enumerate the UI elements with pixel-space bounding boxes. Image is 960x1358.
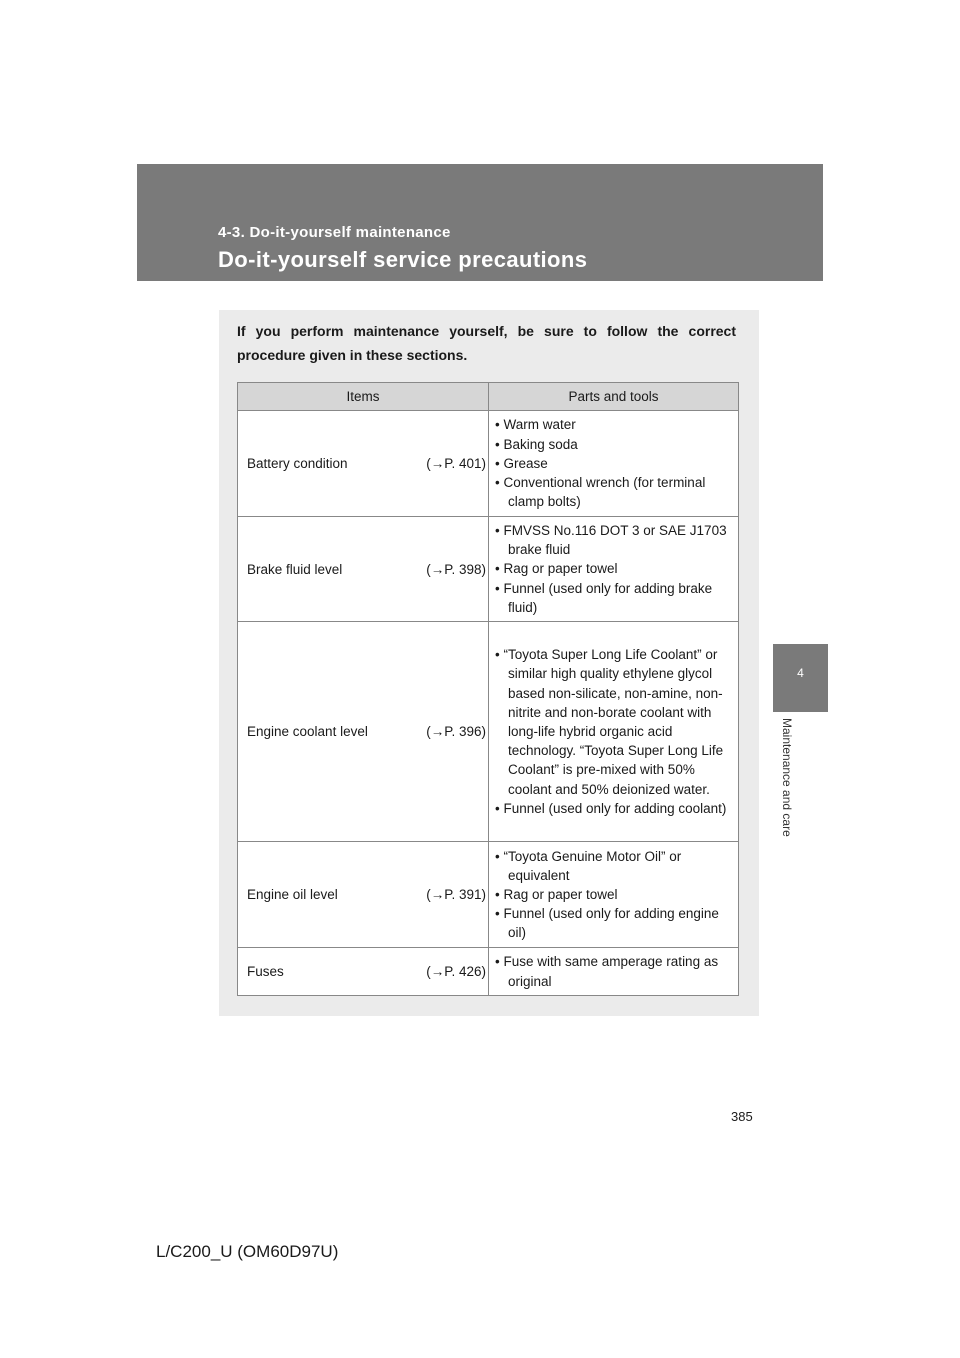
intro-text: If you perform maintenance yourself, be sure to follow the correct procedure given in these sections. xyxy=(237,323,736,363)
item-cell xyxy=(238,517,489,622)
table-row xyxy=(238,411,739,517)
item-cell xyxy=(238,411,489,517)
parts-cell xyxy=(489,517,739,622)
content-box xyxy=(219,310,759,1016)
list-item: • “Toyota Super Long Life Coolant” or similar high quality ethylene glycol based non-silicate, non-amine, non-nitrite and non-borate coolant with long-life hybrid organic acid technology. “Toyota Super Long Life Coolant” is pre-mixed with 50% coolant and 50% deionized water. xyxy=(495,645,738,799)
chapter-label-text: Maintenance and care xyxy=(780,718,794,837)
list-item: • Rag or paper towel xyxy=(495,885,738,904)
page-reference[interactable]: (→P. 401) xyxy=(426,456,486,471)
table-row xyxy=(238,842,739,948)
table-row xyxy=(238,517,739,622)
list-item: • Baking soda xyxy=(495,435,738,454)
parts-list xyxy=(495,415,738,511)
list-item: • Warm water xyxy=(495,415,738,434)
list-item: • Funnel (used only for adding engine oil) xyxy=(495,904,738,942)
parts-cell xyxy=(489,948,739,996)
parts-list xyxy=(495,645,738,818)
list-item: • Grease xyxy=(495,454,738,473)
page-reference[interactable]: (→P. 426) xyxy=(426,964,486,980)
section-label: 4-3. Do-it-yourself maintenance xyxy=(218,224,451,241)
parts-list xyxy=(495,952,738,990)
header-band xyxy=(137,164,823,281)
item-cell xyxy=(238,948,489,996)
parts-cell xyxy=(489,842,739,948)
item-name: Engine oil level xyxy=(247,887,338,903)
table-row xyxy=(238,948,739,996)
list-item: • Funnel (used only for adding coolant) xyxy=(495,799,738,818)
parts-list xyxy=(495,521,738,617)
parts-cell xyxy=(489,622,739,842)
item-name: Engine coolant level xyxy=(247,724,368,740)
list-item: • Rag or paper towel xyxy=(495,559,738,578)
parts-list xyxy=(495,847,738,943)
list-item: • Fuse with same amperage rating as original xyxy=(495,952,738,990)
page-reference[interactable]: (→P. 396) xyxy=(426,724,486,740)
table-row xyxy=(238,622,739,842)
chapter-label xyxy=(772,718,804,868)
chapter-number: 4 xyxy=(797,666,804,680)
list-item: • Funnel (used only for adding brake fluid) xyxy=(495,579,738,617)
item-name: Brake fluid level xyxy=(247,561,343,577)
item-cell xyxy=(238,622,489,842)
item-name: Fuses xyxy=(247,964,284,980)
list-item: • FMVSS No.116 DOT 3 or SAE J1703 brake fluid xyxy=(495,521,738,559)
page-reference[interactable]: (→P. 391) xyxy=(426,887,486,903)
page-title: Do-it-yourself service precautions xyxy=(218,247,588,272)
chapter-tab[interactable] xyxy=(773,644,828,712)
item-name: Battery condition xyxy=(247,456,348,471)
footer-code: L/C200_U (OM60D97U) xyxy=(156,1242,339,1261)
maintenance-table xyxy=(237,382,739,996)
parts-cell xyxy=(489,411,739,517)
column-header-items: Items xyxy=(238,383,489,411)
page-reference[interactable]: (→P. 398) xyxy=(426,561,486,577)
page-number: 385 xyxy=(731,1109,753,1124)
item-cell xyxy=(238,842,489,948)
list-item: • Conventional wrench (for terminal clamp bolts) xyxy=(495,473,738,511)
column-header-parts: Parts and tools xyxy=(489,383,739,411)
table-header-row xyxy=(238,383,739,411)
list-item: • “Toyota Genuine Motor Oil” or equivalent xyxy=(495,847,738,885)
